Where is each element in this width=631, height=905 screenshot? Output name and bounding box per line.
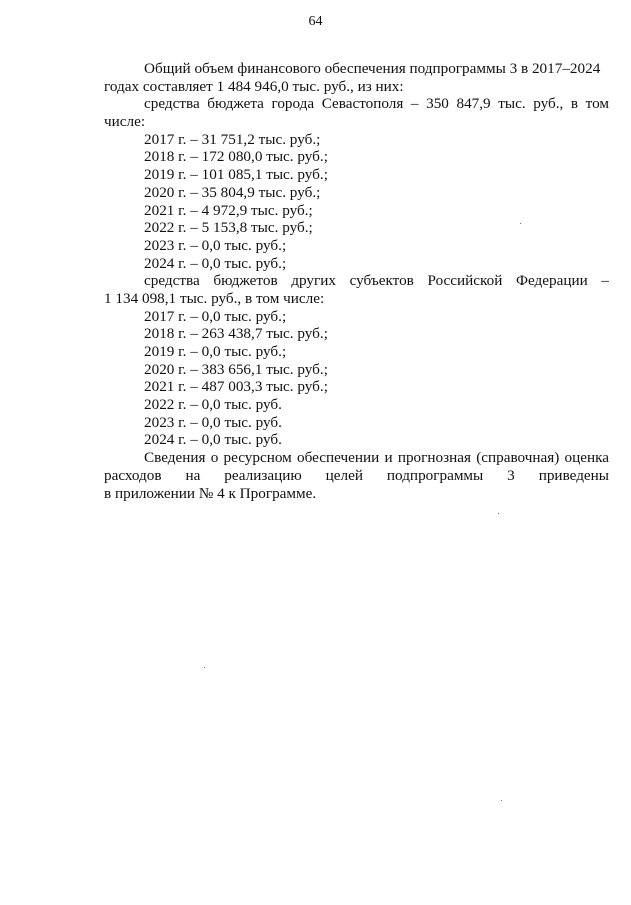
other-subjects-year-item: 2020 г. – 383 656,1 тыс. руб.; — [144, 360, 328, 378]
other-subjects-year-item: 2019 г. – 0,0 тыс. руб.; — [144, 343, 287, 360]
other-subjects-budget-line: 1 134 098,1 тыс. руб., в том числе: — [104, 289, 325, 307]
scan-speck — [520, 223, 521, 224]
other-subjects-year-item: 2024 г. – 0,0 тыс. руб. — [144, 431, 282, 449]
other-subjects-budget-line: средства бюджетов других субъектов Российской Федерации – — [144, 272, 609, 290]
sevastopol-budget-line: средства бюджета города Севастополя – 350 847,9 тыс. руб., в том — [144, 95, 609, 113]
sevastopol-year-item: 2023 г. – 0,0 тыс. руб.; — [144, 236, 287, 254]
document-body — [104, 60, 609, 502]
sevastopol-year-item: 2020 г. – 35 804,9 тыс. руб.; — [144, 183, 321, 201]
sevastopol-year-item: 2017 г. – 31 751,2 тыс. руб.; — [144, 130, 321, 148]
paragraph-line: годах составляет 1 484 946,0 тыс. руб., из них: — [104, 77, 404, 95]
scan-speck — [501, 800, 502, 801]
other-subjects-year-item: 2018 г. – 263 438,7 тыс. руб.; — [144, 325, 328, 343]
sevastopol-year-item: 2018 г. – 172 080,0 тыс. руб.; — [144, 148, 328, 166]
closing-paragraph-line: расходов на реализацию целей подпрограммы 3 приведены — [104, 466, 609, 484]
sevastopol-year-item: 2019 г. – 101 085,1 тыс. руб.; — [144, 166, 328, 184]
sevastopol-year-item: 2022 г. – 5 153,8 тыс. руб.; — [144, 219, 313, 237]
other-subjects-year-item: 2017 г. – 0,0 тыс. руб.; — [144, 307, 287, 325]
other-subjects-year-item: 2023 г. – 0,0 тыс. руб. — [144, 413, 282, 431]
scan-speck — [204, 667, 205, 668]
scan-speck — [498, 513, 499, 514]
sevastopol-year-item: 2024 г. – 0,0 тыс. руб.; — [144, 254, 287, 272]
closing-paragraph-line: в приложении № 4 к Программе. — [104, 484, 317, 502]
closing-paragraph-line: Сведения о ресурсном обеспечении и прогнозная (справочная) оценка — [144, 449, 609, 467]
paragraph-line: Общий объем финансового обеспечения подпрограммы 3 в 2017–2024 — [144, 60, 601, 77]
sevastopol-budget-line: числе: — [104, 113, 146, 131]
other-subjects-year-item: 2021 г. – 487 003,3 тыс. руб.; — [144, 378, 328, 396]
sevastopol-year-item: 2021 г. – 4 972,9 тыс. руб.; — [144, 201, 313, 219]
page-number: 64 — [308, 14, 323, 29]
other-subjects-year-item: 2022 г. – 0,0 тыс. руб. — [144, 396, 282, 414]
